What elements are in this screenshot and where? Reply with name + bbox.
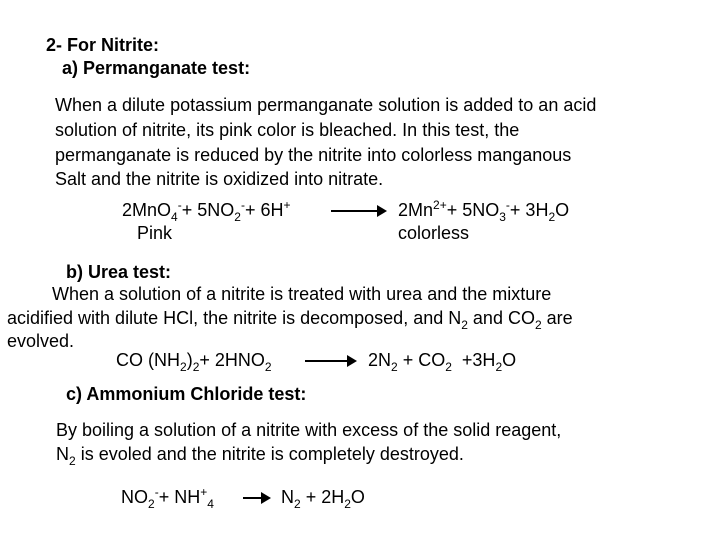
eq-b-p2-sub: 2 xyxy=(445,360,452,374)
ammonium-equation-products xyxy=(281,486,365,510)
urea-test-heading: b) Urea test: xyxy=(66,262,172,282)
label-colorless: colorless xyxy=(398,223,470,243)
eq-a-r1-sup: - xyxy=(177,198,182,212)
ammonium-line2-a: N xyxy=(56,444,69,464)
ammonium-paragraph-line-1: By boiling a solution of a nitrite with excess of the solid reagent, xyxy=(56,420,562,440)
eq-c-r1: NO xyxy=(121,487,148,507)
permanganate-paragraph-line-4: Salt and the nitrite is oxidized into nitrate. xyxy=(55,169,384,189)
label-pink: Pink xyxy=(137,223,173,243)
permanganate-test-heading: a) Permanganate test: xyxy=(62,58,251,78)
eq-c-r2-sub: 4 xyxy=(207,497,214,511)
urea-line2-c: are xyxy=(541,308,573,328)
eq-b-r1-close: ) xyxy=(186,350,193,370)
eq-c-p1: N xyxy=(281,487,294,507)
urea-line2-a: acidified with dilute HCl, the nitrite is decomposed, and N xyxy=(7,308,462,328)
permanganate-paragraph-line-1: When a dilute potassium permanganate solution is added to an acid xyxy=(55,95,597,115)
urea-line2-sub2: 2 xyxy=(534,318,542,332)
ammonium-line2-sub: 2 xyxy=(69,454,76,468)
eq-b-p1-sub: 2 xyxy=(391,360,398,374)
eq-c-p2-sub: 2 xyxy=(344,497,351,511)
eq-a-r3-sup: + xyxy=(283,198,291,212)
eq-c-r1-sup: - xyxy=(154,485,159,499)
eq-c-r2-sup: + xyxy=(200,485,208,499)
eq-b-p2: + CO xyxy=(397,350,446,370)
permanganate-equation-reactants xyxy=(122,199,290,223)
eq-a-r1-sub: 4 xyxy=(171,210,178,224)
eq-a-p1: 2Mn xyxy=(398,200,434,220)
eq-a-p2-sup: - xyxy=(505,198,510,212)
reaction-arrow-b xyxy=(305,355,357,367)
eq-a-r2-sup: - xyxy=(240,198,245,212)
eq-a-r2-sub: 2 xyxy=(234,210,241,224)
eq-a-p2-sub: 3 xyxy=(499,210,506,224)
reaction-arrow-a xyxy=(331,205,387,217)
eq-a-p3-sub: 2 xyxy=(548,210,556,224)
urea-paragraph-line-2 xyxy=(7,307,573,331)
permanganate-paragraph-line-3: permanganate is reduced by the nitrite into colorless manganous xyxy=(55,145,572,165)
urea-line2-b: and CO xyxy=(467,308,535,328)
eq-a-r2: + 5NO xyxy=(181,200,235,220)
eq-a-p2: + 5NO xyxy=(446,200,500,220)
eq-a-p3-tail: O xyxy=(555,200,570,220)
eq-b-p3: +3H xyxy=(451,350,496,370)
eq-c-p1-sub: 2 xyxy=(294,497,301,511)
eq-a-r1: 2MnO xyxy=(122,200,172,220)
ammonium-line2-b: is evoled and the nitrite is completely destroyed. xyxy=(75,444,464,464)
eq-a-p1-sup: 2+ xyxy=(433,198,447,212)
urea-paragraph-line-3: evolved. xyxy=(7,331,75,351)
eq-b-p3-tail: O xyxy=(502,350,517,370)
reaction-arrow-c xyxy=(243,492,271,504)
ammonium-chloride-test-heading: c) Ammonium Chloride test: xyxy=(66,384,307,404)
eq-c-r2: + NH xyxy=(158,487,201,507)
urea-equation-reactants xyxy=(116,349,272,373)
eq-a-r3: + 6H xyxy=(244,200,284,220)
permanganate-equation-products xyxy=(398,199,569,223)
eq-c-r1-sub: 2 xyxy=(148,497,155,511)
eq-a-p3: + 3H xyxy=(509,200,549,220)
urea-line2-sub1: 2 xyxy=(461,318,468,332)
eq-b-r1-sub: 2 xyxy=(180,360,187,374)
ammonium-equation-reactants xyxy=(121,486,214,510)
urea-equation-products xyxy=(368,349,516,373)
permanganate-paragraph-line-2: solution of nitrite, its pink color is bleached. In this test, the xyxy=(55,120,520,140)
urea-paragraph-line-1: When a solution of a nitrite is treated with urea and the mixture xyxy=(52,284,552,304)
eq-b-r1: CO (NH xyxy=(116,350,180,370)
eq-b-r2-sub: 2 xyxy=(264,360,272,374)
eq-c-p2: + 2H xyxy=(300,487,345,507)
eq-c-p2-tail: O xyxy=(350,487,365,507)
eq-b-r1-close-sub: 2 xyxy=(192,360,200,374)
eq-b-p1: 2N xyxy=(368,350,392,370)
eq-b-r2: + 2HNO xyxy=(199,350,265,370)
eq-b-p3-sub: 2 xyxy=(495,360,503,374)
section-heading: 2- For Nitrite: xyxy=(46,35,160,55)
ammonium-paragraph-line-2 xyxy=(56,443,464,467)
